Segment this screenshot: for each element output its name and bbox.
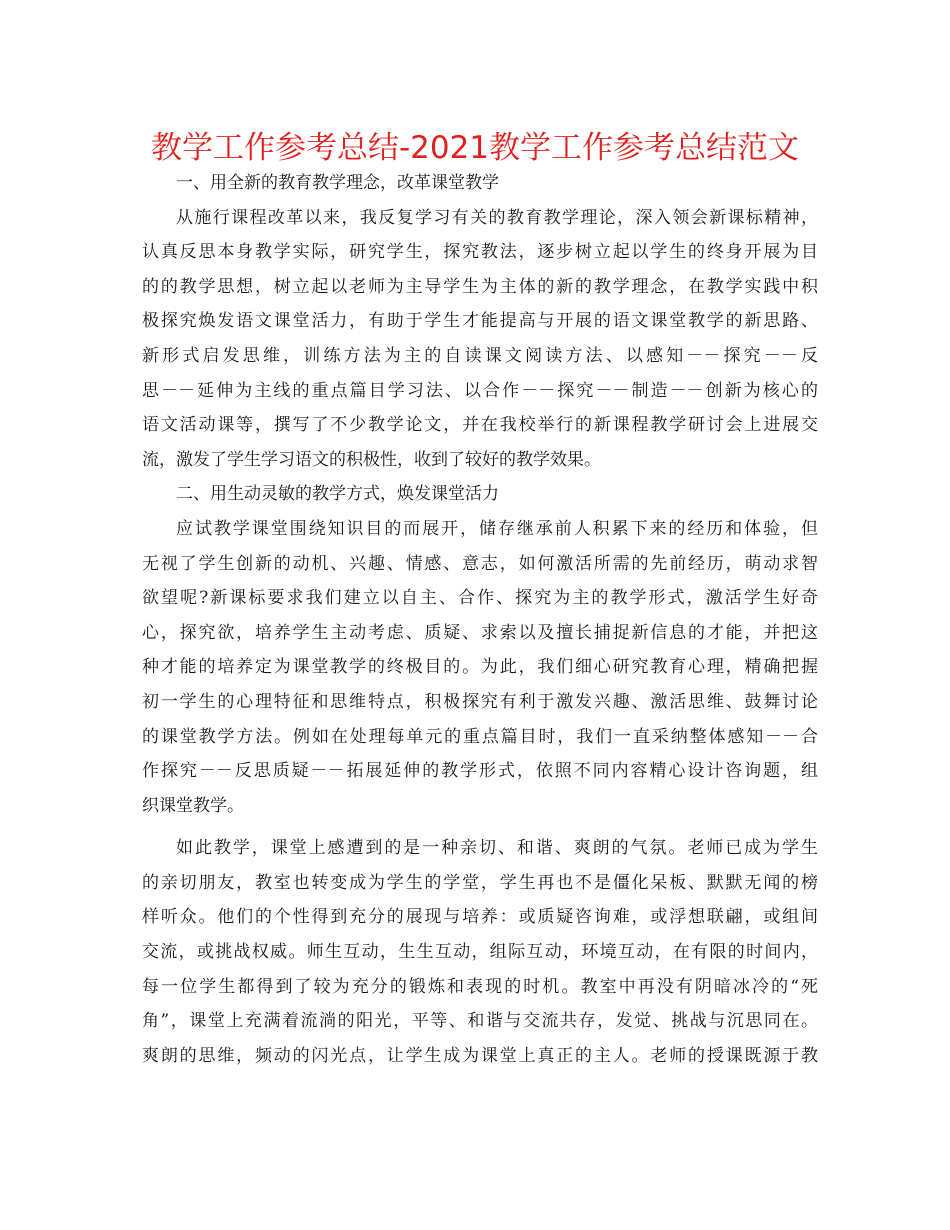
text-line-content: 织课堂教学。: [142, 795, 244, 816]
text-line: [142, 970, 818, 1005]
text-line-content: 无视了学生创新的动机、兴趣、情感、意志，如何激活所需的先前经历，萌动求智: [142, 553, 818, 574]
text-line-content: 的的教学思想，树立起以老师为主导学生为主体的新的教学理念，在教学实践中积: [142, 276, 818, 297]
text-line-content: 语文活动课等，撰写了不少教学论文，并在我校举行的新课程教学研讨会上进展交: [142, 415, 818, 436]
text-line: [142, 374, 818, 409]
text-line: [142, 547, 818, 582]
text-line: [142, 477, 818, 512]
text-line: [142, 866, 818, 901]
text-line-content: 的亲切朋友，教室也转变成为学生的学堂，学生再也不是僵化呆板、默默无闻的榜: [142, 872, 818, 893]
document-title: 教学工作参考总结-2021教学工作参考总结范文: [150, 130, 800, 166]
text-line-content: 思－－延伸为主线的重点篇目学习法、以合作－－探究－－制造－－创新为核心的: [142, 380, 818, 401]
text-line-content: 新形式启发思维，训练方法为主的自读课文阅读方法、以感知－－探究－－反: [142, 345, 818, 366]
text-line: [142, 789, 818, 824]
text-line-content: 的课堂教学方法。例如在处理每单元的重点篇目时，我们一直采纳整体感知－－合: [142, 726, 818, 747]
text-line-content: 作探究－－反思质疑－－拓展延伸的教学形式，依照不同内容精心设计咨询题，组: [142, 761, 818, 782]
text-line: [142, 512, 818, 547]
text-line: [142, 201, 818, 236]
text-line-content: 从施行课程改革以来，我反复学习有关的教育教学理论，深入领会新课标精神，: [176, 207, 818, 228]
text-line: [142, 166, 818, 201]
text-line: [142, 235, 818, 270]
text-line: [142, 443, 818, 478]
text-line: [142, 685, 818, 720]
text-line-content: 初一学生的心理特征和思维特点，积极探究有利于激发兴趣、激活思维、鼓舞讨论: [142, 691, 818, 712]
text-line-content: 如此教学，课堂上感遭到的是一种亲切、和谐、爽朗的气氛。老师已成为学生: [176, 838, 818, 859]
text-line: [142, 339, 818, 374]
text-line-content: 流，激发了学生学习语文的积极性，收到了较好的教学效果。: [142, 449, 601, 470]
text-line-content: 种才能的培养定为课堂教学的终极目的。为此，我们细心研究教育心理，精确把握: [142, 657, 818, 678]
text-line-content: 角”，课堂上充满着流淌的阳光，平等、和谐与交流共存，发觉、挑战与沉思同在。: [142, 1011, 818, 1032]
paragraph-gap: [142, 823, 818, 831]
text-line-content: 认真反思本身教学实际，研究学生，探究教法，逐步树立起以学生的终身开展为目: [142, 242, 818, 263]
text-line: [142, 831, 818, 866]
text-line-content: 二、用生动灵敏的教学方式，焕发课堂活力: [176, 484, 499, 505]
text-line-content: 样听众。他们的个性得到充分的展现与培养：或质疑咨询难，或浮想联翩，或组间: [142, 907, 818, 928]
text-line-content: 应试教学课堂围绕知识目的而展开，储存继承前人积累下来的经历和体验，但: [176, 518, 818, 539]
text-line: [142, 581, 818, 616]
text-line: [142, 754, 818, 789]
document-body: [142, 166, 818, 1073]
text-line-content: 交流，或挑战权威。师生互动，生生互动，组际互动，环境互动，在有限的时间内，: [142, 942, 818, 963]
text-line-content: 心，探究欲，培养学生主动考虑、质疑、求索以及擅长捕捉新信息的才能，并把这: [142, 622, 818, 643]
text-line: [142, 720, 818, 755]
text-line: [142, 1004, 818, 1039]
text-line-content: 每一位学生都得到了较为充分的锻炼和表现的时机。教室中再没有阴暗冰冷的“死: [142, 976, 818, 997]
text-line-content: 欲望呢?新课标要求我们建立以自主、合作、探究为主的教学形式，激活学生好奇: [142, 588, 818, 609]
text-line: [142, 935, 818, 970]
text-line: [142, 900, 818, 935]
text-line: [142, 304, 818, 339]
text-line-content: 一、用全新的教育教学理念，改革课堂教学: [176, 173, 499, 193]
text-line: [142, 270, 818, 305]
text-line-content: 爽朗的思维，频动的闪光点，让学生成为课堂上真正的主人。老师的授课既源于教: [142, 1045, 818, 1066]
text-line: [142, 408, 818, 443]
text-line: [142, 650, 818, 685]
text-line: [142, 616, 818, 651]
text-line: [142, 1039, 818, 1074]
text-line-content: 极探究焕发语文课堂活力，有助于学生才能提高与开展的语文课堂教学的新思路、: [142, 311, 818, 332]
